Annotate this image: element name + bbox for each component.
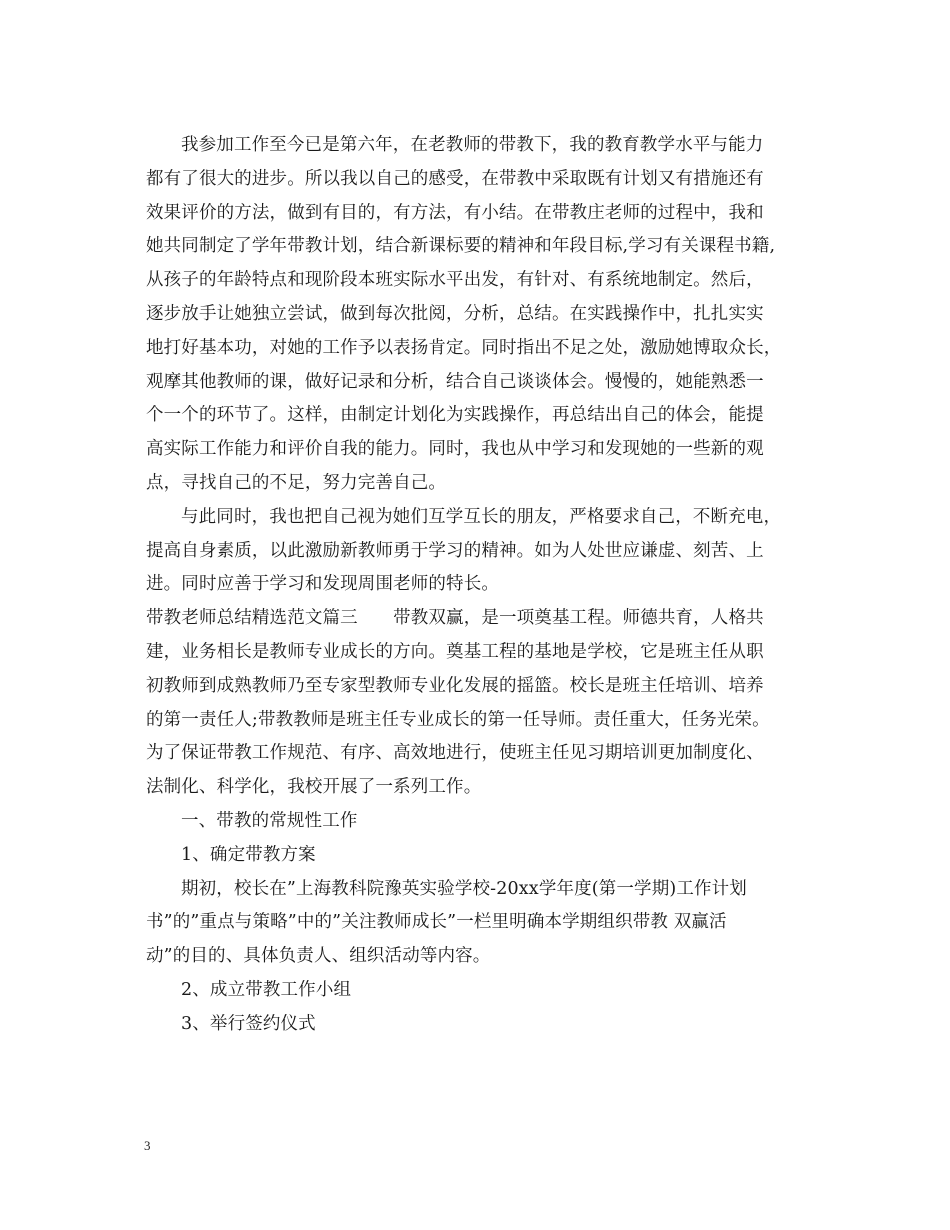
- text-line: 效果评价的方法，做到有目的，有方法，有小结。在带教庄老师的过程中，我和: [146, 202, 764, 223]
- document-body: [146, 129, 806, 1042]
- text-line: 她共同制定了学年带教计划，结合新课标要的精神和年段目标,学习有关课程书籍,: [146, 236, 776, 257]
- text-line: 初教师到成熟教师乃至专家型教师专业化发展的摇篮。校长是班主任培训、培养: [146, 675, 764, 696]
- subheading-line: 一、带教的常规性工作: [181, 810, 358, 831]
- text-line: 高实际工作能力和评价自我的能力。同时，我也从中学习和发现她的一些新的观: [146, 439, 764, 460]
- text-line: 进。同时应善于学习和发现周围老师的特长。: [146, 574, 499, 595]
- text-line: 的第一责任人;带教教师是班主任专业成长的第一任导师。责任重大，任务光荣。: [146, 709, 770, 730]
- text-line: 期初，校长在”上海教科院豫英实验学校-20xx学年度(第一学期)工作计划: [181, 878, 747, 899]
- text-line: 从孩子的年龄特点和现阶段本班实际水平出发，有针对、有系统地制定。然后，: [146, 270, 764, 291]
- list-item-line: 3、举行签约仪式: [181, 1013, 316, 1034]
- text-line: 逐步放手让她独立尝试，做到每次批阅，分析，总结。在实践操作中，扎扎实实: [146, 303, 764, 324]
- text-line: 动”的目的、具体负责人、组织活动等内容。: [146, 946, 491, 967]
- page-number: 3: [144, 1138, 151, 1153]
- text-line: 与此同时，我也把自己视为她们互学互长的朋友，严格要求自己，不断充电，: [181, 506, 782, 527]
- text-line: 观摩其他教师的课，做好记录和分析，结合自己谈谈体会。慢慢的，她能熟悉一: [146, 371, 764, 392]
- text-line: 点，寻找自己的不足，努力完善自己。: [146, 472, 447, 493]
- text-line: 建，业务相长是教师专业成长的方向。奠基工程的基地是学校，它是班主任从职: [146, 641, 764, 662]
- text-line: 提高自身素质，以此激励新教师勇于学习的精神。如为人处世应谦虚、刻苦、上: [146, 540, 764, 561]
- list-item-line: 2、成立带教工作小组: [181, 979, 352, 1000]
- section-heading-line: 带教老师总结精选范文篇三 带教双赢，是一项奠基工程。师德共育，人格共: [146, 608, 764, 629]
- text-line: 为了保证带教工作规范、有序、高效地进行，使班主任见习期培训更加制度化、: [146, 743, 764, 764]
- text-line: 都有了很大的进步。所以我以自己的感受，在带教中采取既有计划又有措施还有: [146, 168, 764, 189]
- text-line: 我参加工作至今已是第六年，在老教师的带教下，我的教育教学水平与能力: [181, 135, 764, 155]
- text-line: 法制化、科学化，我校开展了一系列工作。: [146, 777, 482, 798]
- list-item-line: 1、确定带教方案: [181, 844, 316, 865]
- text-line: 书”的”重点与策略”中的”关注教师成长”一栏里明确本学期组织带教 双赢活: [146, 912, 727, 933]
- text-line: 个一个的环节了。这样，由制定计划化为实践操作，再总结出自己的体会，能提: [146, 405, 764, 426]
- text-line: 地打好基本功，对她的工作予以表扬肯定。同时指出不足之处，激励她博取众长，: [146, 337, 782, 358]
